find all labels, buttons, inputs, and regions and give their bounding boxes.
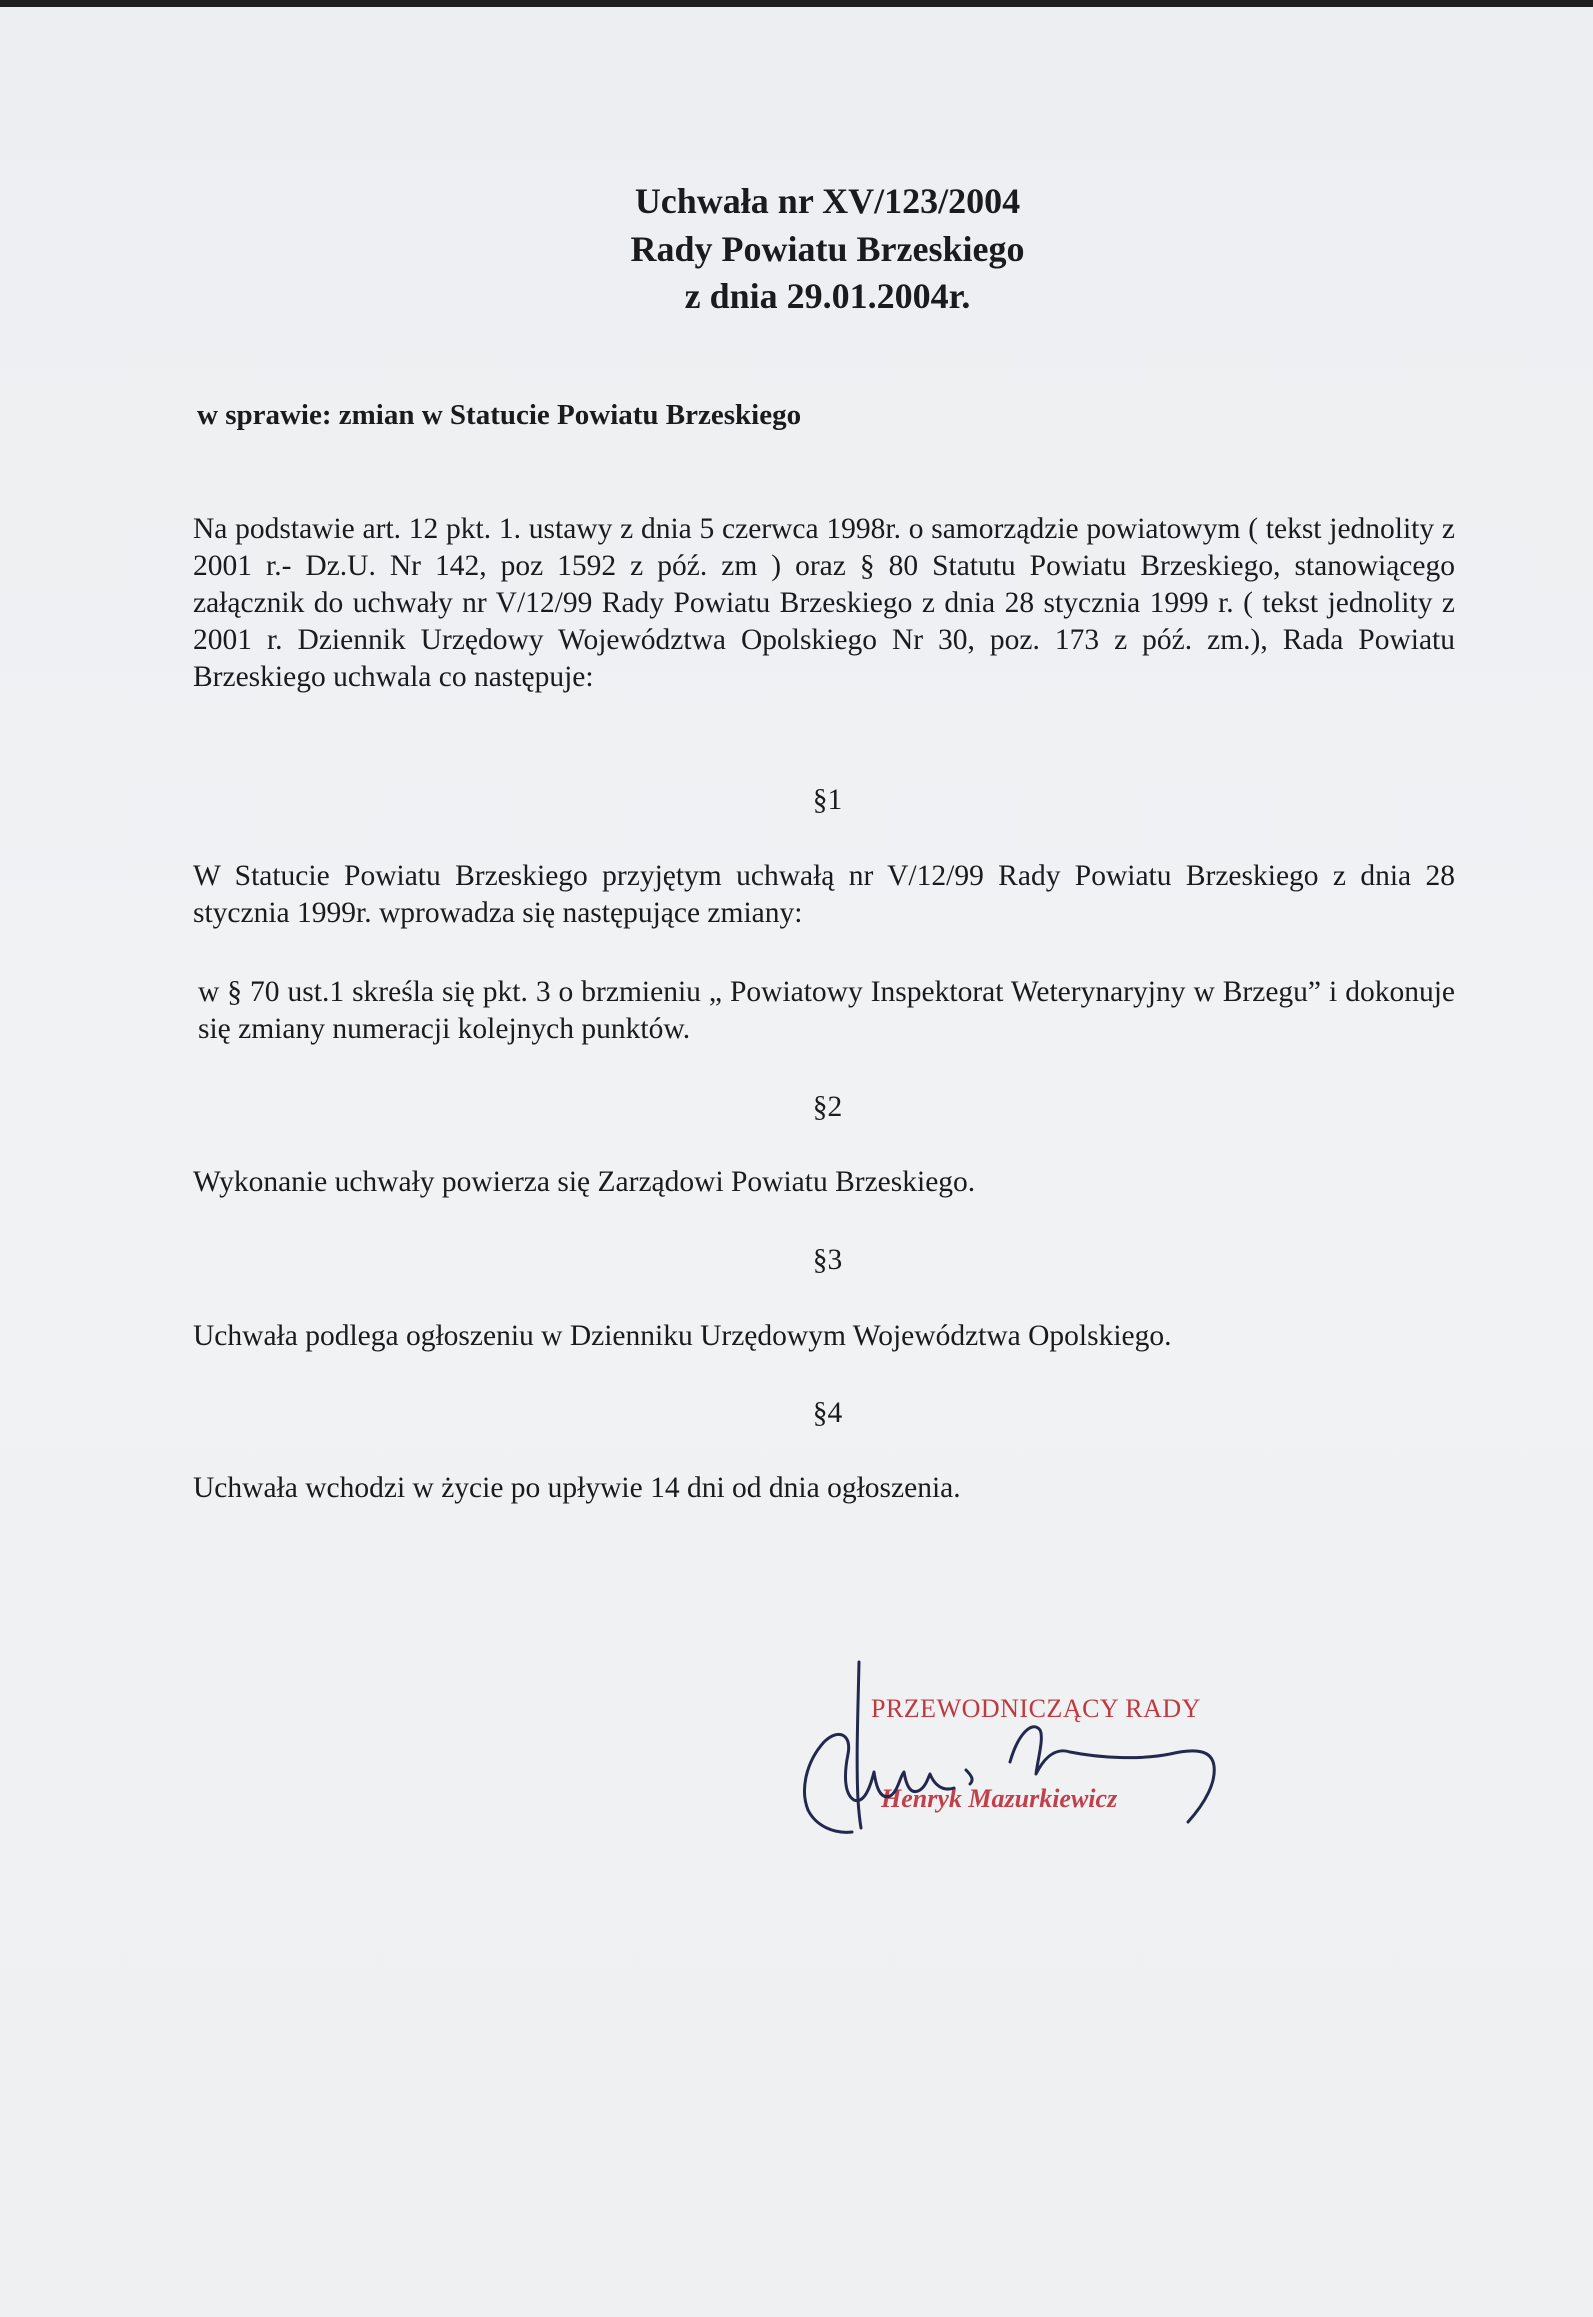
- section-mark-3: §3: [812, 1244, 843, 1276]
- council-name: Rady Powiatu Brzeskiego: [630, 229, 1025, 269]
- section-4-text: Uchwała wchodzi w życie po upływie 14 dni od dnia ogłoszenia.: [193, 1472, 961, 1504]
- legal-basis-paragraph: Na podstawie art. 12 pkt. 1. ustawy z dnia 5 czerwca 1998r. o samorządzie powiatowym ( tekst jednolity z 2001 r.- Dz.U. Nr 142, poz 1592 z póź. zm ) oraz § 80 Statutu Powiatu Brzeskiego, stanowiącego załącznik do uchwały nr V/12/99 Rady Powiatu Brzeskiego z dnia 28 stycznia 1999 r. ( tekst jednolity z 2001 r. Dziennik Urzędowy Województwa Opolskiego Nr 30, poz. 173 z póź. zm.), Rada Powiatu Brzeskiego uchwala co następuje:: [193, 513, 1455, 693]
- stamp-title: PRZEWODNICZĄCY RADY: [871, 1694, 1201, 1723]
- resolution-date: z dnia 29.01.2004r.: [684, 276, 971, 316]
- section-1-text: W Statucie Powiatu Brzeskiego przyjętym uchwałą nr V/12/99 Rady Powiatu Brzeskiego z dnia 28 stycznia 1999r. wprowadza się następujące zmiany:: [193, 860, 1455, 929]
- signature-block: [800, 1650, 1300, 1850]
- resolution-number: Uchwała nr XV/123/2004: [634, 181, 1021, 221]
- handwritten-signature: [800, 1650, 1300, 1850]
- document-page: [0, 7, 1593, 2317]
- section-mark-1: §1: [812, 784, 843, 816]
- resolution-subject: w sprawie: zmian w Statucie Powiatu Brzeskiego: [197, 399, 802, 431]
- section-1-amendment: w § 70 ust.1 skreśla się pkt. 3 o brzmieniu „ Powiatowy Inspektorat Weterynaryjny w Brzegu” i dokonuje się zmiany numeracji kolejnych punktów.: [198, 976, 1455, 1045]
- stamp-name: Henryk Mazurkiewicz: [881, 1784, 1118, 1813]
- section-mark-4: §4: [812, 1397, 843, 1429]
- scan-top-edge: [0, 0, 1593, 7]
- section-2-text: Wykonanie uchwały powierza się Zarządowi Powiatu Brzeskiego.: [193, 1166, 976, 1198]
- section-3-text: Uchwała podlega ogłoszeniu w Dzienniku Urzędowym Województwa Opolskiego.: [193, 1320, 1172, 1352]
- section-mark-2: §2: [812, 1091, 843, 1123]
